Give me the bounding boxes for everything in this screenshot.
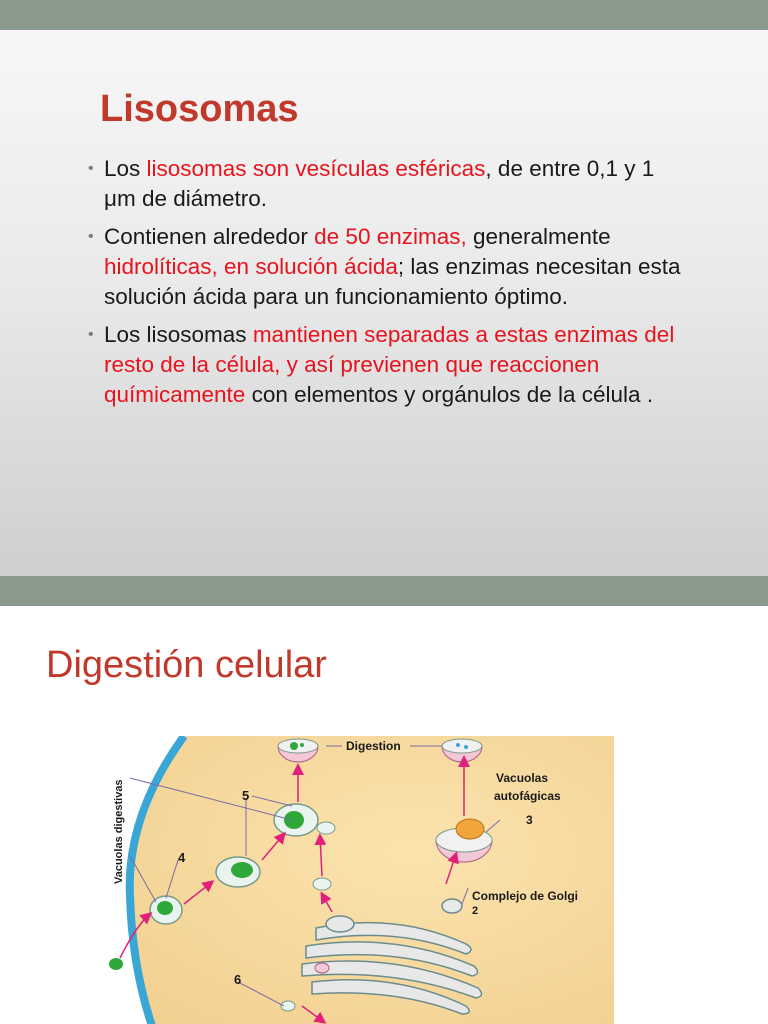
- slide-title-2: Digestión celular: [46, 644, 327, 686]
- highlight-text: mantienen separadas a estas enzimas del resto de la célula, y así previenen que reaccionen químicamente: [104, 322, 675, 407]
- body-text: , de entre 0,1 y 1 μm de diámetro.: [104, 156, 655, 211]
- label-autofagicas: autofágicas: [494, 789, 561, 803]
- highlight-text: lisosomas son vesículas esféricas: [146, 156, 486, 181]
- golgi-vesicle: [315, 963, 329, 973]
- bullet-item: [88, 222, 688, 312]
- slide-title: Lisosomas: [100, 88, 299, 130]
- body-text: Los lisosomas: [104, 322, 253, 347]
- slide-lisosomas: [0, 30, 768, 576]
- label-vacuolas-digestivas: Vacuolas digestivas: [113, 779, 125, 884]
- label-num-5: 5: [242, 788, 250, 803]
- top-band: [0, 0, 768, 30]
- label-num-2: 2: [472, 905, 479, 917]
- bullet-dot-icon: •: [88, 160, 94, 177]
- label-vacuolas: Vacuolas: [496, 771, 549, 785]
- bullet-dot-icon: •: [88, 326, 94, 343]
- bullet-item: [88, 320, 688, 410]
- body-text: Los: [104, 156, 147, 181]
- body-text: generalmente: [466, 224, 611, 249]
- label-num-4: 4: [178, 850, 186, 865]
- slide-digestion: [0, 606, 768, 1024]
- bullet-list: [88, 154, 688, 418]
- label-num-6: 6: [234, 972, 242, 987]
- body-text: ; las enzimas necesitan esta solución ácida para un funcionamiento óptimo.: [104, 254, 681, 309]
- label-num-3: 3: [526, 813, 533, 827]
- label-digestion: Digestion: [346, 739, 401, 753]
- bullet-dot-icon: •: [88, 228, 94, 245]
- body-text: con elementos y orgánulos de la célula .: [245, 382, 654, 407]
- lysosome-small: [313, 878, 331, 890]
- middle-band: [0, 576, 768, 606]
- bullet-item: [88, 154, 688, 214]
- highlight-text: de 50 enzimas,: [314, 224, 467, 249]
- vesicle-4b: [216, 857, 260, 887]
- body-text: Contienen alrededor: [104, 224, 315, 249]
- highlight-text: hidrolíticas, en solución ácida: [104, 254, 398, 279]
- label-golgi: Complejo de Golgi: [472, 889, 579, 903]
- digestion-diagram: [106, 736, 614, 1024]
- external-particle: [109, 958, 123, 970]
